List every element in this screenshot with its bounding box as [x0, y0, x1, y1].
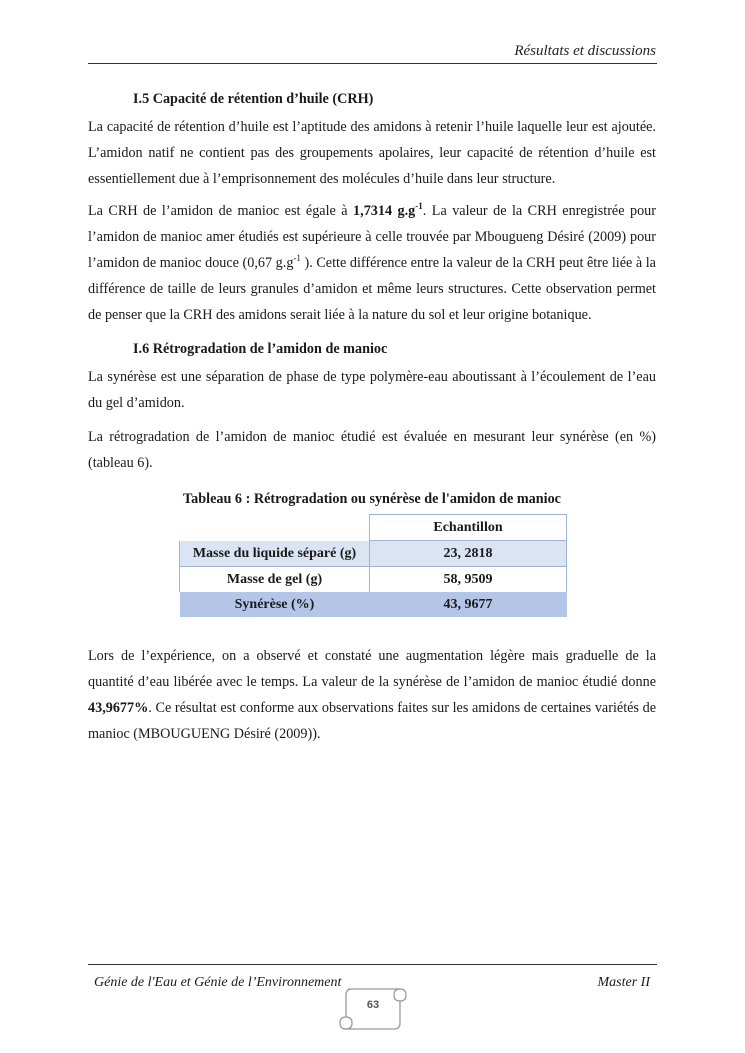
- table-row: [180, 541, 567, 567]
- paragraph-crh-definition: La capacité de rétention d’huile est l’aptitude des amidons à retenir l’huile laquelle leur est ajoutée. L’amidon natif ne contient pas des groupements apolaires, leur capacité de rétention d’huile est essentiellement due à l’emprisonnement des molécules d’huile dans leur structure.: [88, 119, 656, 187]
- paragraph-retrogradation-method: La rétrogradation de l’amidon de manioc étudié est évaluée en mesurant leur synérèse (en %) (tableau 6).: [88, 429, 656, 471]
- row-label: Synérèse (%): [180, 592, 370, 617]
- page-number: 63: [366, 999, 380, 1011]
- crh-exponent: [415, 201, 423, 211]
- text-segment: . La valeur de la CRH enregistrée pour l’amidon de manioc amer étudiés est supérieure à celle trouvée par Mbougueng Désiré (2009) pour l’amidon de manioc douce (0,67 g.g: [88, 203, 656, 271]
- footer-divider: [88, 964, 657, 965]
- header-divider: [88, 63, 657, 64]
- crh-value: 1,7314 g.g: [353, 203, 416, 219]
- row-value: 43, 9677: [370, 592, 567, 617]
- row-label: Masse de gel (g): [180, 567, 370, 593]
- text-segment: La CRH de l’amidon de manioc est égale à: [88, 203, 354, 219]
- row-value: 58, 9509: [370, 567, 567, 593]
- table-row: [180, 567, 567, 593]
- comparison-exponent: -1: [293, 253, 301, 263]
- synerese-value: 43,9677%: [88, 700, 149, 716]
- section-heading-retrogradation: I.6 Rétrogradation de l’amidon de manioc: [133, 341, 388, 357]
- table-caption: Tableau 6 : Rétrogradation ou synérèse de l'amidon de manioc: [183, 491, 561, 507]
- synerese-table: [179, 514, 567, 617]
- running-header: Résultats et discussions: [514, 43, 656, 59]
- text-segment: ). Cette différence entre la valeur de la CRH peut être liée à la différence de taille de leurs granules d’amidon et même leurs structures. Cette observation permet de penser que la CRH des amidons serait liée à la nature du sol et leur origine botanique.: [88, 255, 656, 323]
- text-segment: . Ce résultat est conforme aux observations faites sur les amidons de certaines variétés de manioc (MBOUGUENG Désiré (2009)).: [88, 700, 656, 742]
- footer-program: Génie de l'Eau et Génie de l’Environnement: [94, 975, 342, 990]
- paragraph-synerese-definition: La synérèse est une séparation de phase de type polymère-eau aboutissant à l’écoulement de l’eau du gel d’amidon.: [88, 369, 656, 411]
- crh-exponent-text: -1: [415, 201, 423, 211]
- text-segment: Lors de l’expérience, on a observé et constaté une augmentation légère mais graduelle de la quantité d’eau libérée avec le temps. La valeur de la synérèse de l’amidon de manioc étudié donne: [88, 648, 656, 690]
- row-label: Masse du liquide séparé (g): [180, 541, 370, 567]
- table-corner-cell: [180, 515, 370, 541]
- column-header-echantillon: Echantillon: [370, 515, 567, 541]
- row-value: 23, 2818: [370, 541, 567, 567]
- section-heading-crh: I.5 Capacité de rétention d’huile (CRH): [133, 91, 374, 107]
- table-header-row: [180, 515, 567, 541]
- page-body: [88, 86, 656, 753]
- paragraph-conclusion: [88, 643, 656, 747]
- paragraph-crh-value: [88, 198, 656, 328]
- table-row: [180, 592, 567, 617]
- footer-degree: Master II: [597, 975, 650, 990]
